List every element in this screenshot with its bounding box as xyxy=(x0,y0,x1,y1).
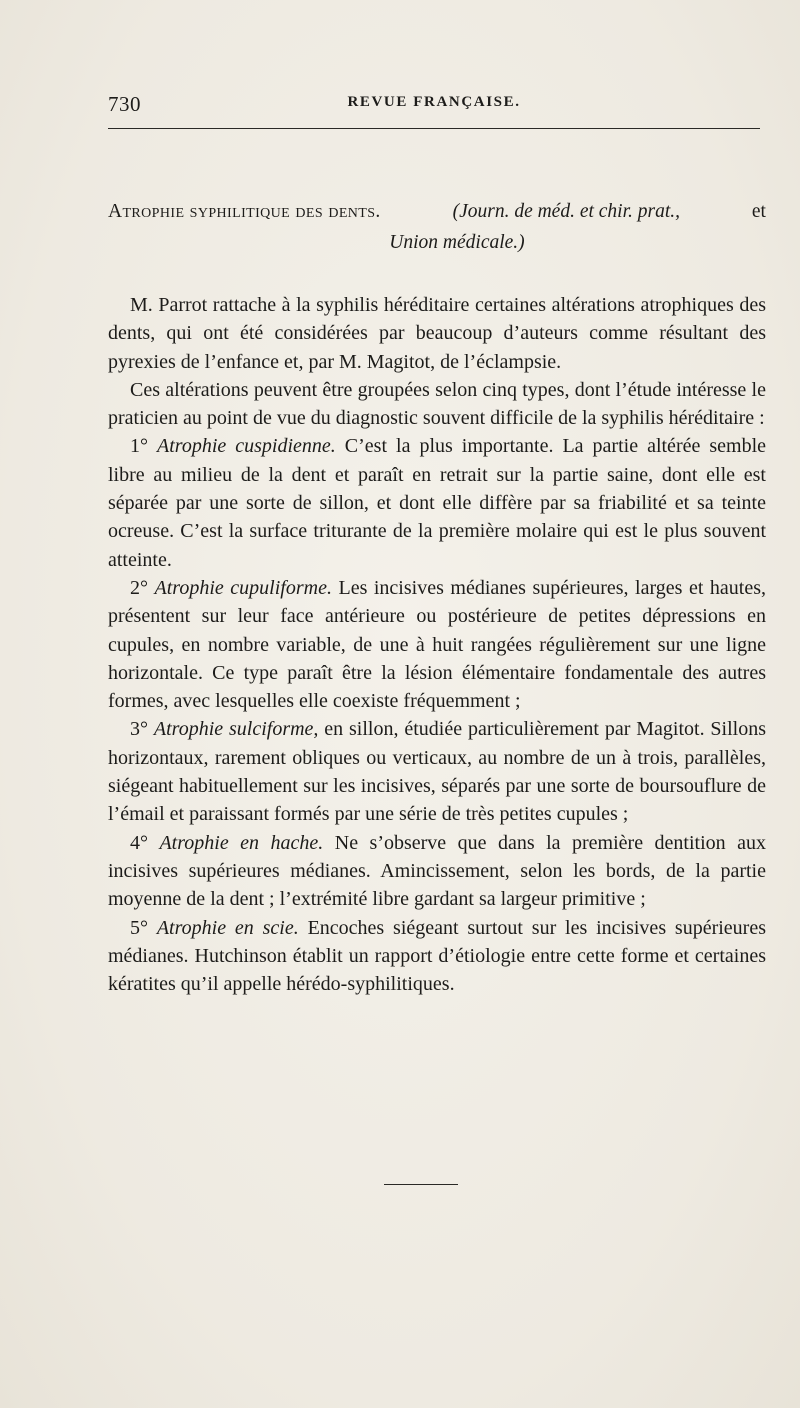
article-body xyxy=(108,291,766,998)
item-text: Les incisives médianes supérieures, larges et hautes, présentent sur leur face antérieure ou postérieure de petites dépressions en cupules, en nombre variable, de une à huit rangées régulièrement sur une ligne horizontale. Ce type paraît être la lésion élémentaire fondamentale des autres formes, avec lesquelles elle coexiste fréquemment ; xyxy=(108,576,766,713)
paragraph-text: M. Parrot rattache à la syphilis héréditaire certaines altérations atrophiques des dents, qui ont été considérées par beaucoup d’auteurs comme résultant des pyrexies de l’enfance et, par M. Magitot, de l’éclampsie. xyxy=(108,294,766,373)
article-heading xyxy=(108,196,766,258)
header-rule xyxy=(108,128,760,129)
item-text: en sillon, étudiée particulièrement par Magitot. Sillons horizontaux, rarement obliques ou verticaux, au nombre de un à trois, parallèles, siégeant habituellement sur les incisives, séparés par une sorte de boursouflure de l’émail et paraissant formés par une série de très petites cupules ; xyxy=(108,718,767,826)
closing-rule xyxy=(384,1184,458,1185)
paragraph-type-4 xyxy=(108,829,766,914)
article-title: Atrophie syphilitique des dents. xyxy=(108,201,381,222)
paragraph-text: Ces altérations peuvent être groupées selon cinq types, dont l’étude intéresse le praticien au point de vue du diagnostic souvent difficile de la syphilis héréditaire : xyxy=(108,378,766,430)
article-source-conj: et xyxy=(751,201,766,222)
item-number: 2° xyxy=(130,576,148,599)
paragraph-type-3 xyxy=(108,715,766,828)
item-number: 1° xyxy=(130,435,148,458)
heading-line-1 xyxy=(108,196,766,227)
item-lead: Atrophie cupuliforme. xyxy=(154,576,332,599)
item-number: 3° xyxy=(130,718,148,741)
article-source-2: Union médicale.) xyxy=(389,232,525,253)
item-text: Ne s’observe que dans la première dentition aux incisives supérieures médianes. Amincissement, selon les bords, de la partie moyenne de la dent ; l’extrémité libre gardant sa largeur primitive ; xyxy=(108,831,766,911)
item-text: Encoches siégeant surtout sur les incisives supérieures médianes. Hutchinson établit un rapport d’étiologie entre cette forme et certaines kératites qu’il appelle hérédo-syphilitiques. xyxy=(108,916,767,996)
running-title: REVUE FRANÇAISE. xyxy=(347,94,521,110)
item-lead: Atrophie en hache. xyxy=(159,831,324,854)
article-source: (Journ. de méd. et chir. prat., xyxy=(452,201,681,222)
paragraph-type-1 xyxy=(108,432,766,573)
item-text: C’est la plus importante. La partie altérée semble libre au milieu de la dent et paraît en retrait sur la partie saine, dont elle est séparée par une sorte de sillon, et dont elle diffère par sa friabilité et sa teinte ocreuse. C’est la surface triturante de la première molaire qui est le plus souvent atteinte. xyxy=(108,435,767,571)
item-lead: Atrophie cuspidienne. xyxy=(157,435,336,458)
item-number: 5° xyxy=(130,916,148,939)
paragraph-type-5 xyxy=(108,914,766,999)
paragraph-types xyxy=(108,376,766,433)
item-number: 4° xyxy=(130,831,148,854)
item-lead: Atrophie en scie. xyxy=(156,916,299,939)
item-lead: Atrophie sulciforme, xyxy=(153,718,319,741)
paragraph-intro xyxy=(108,291,766,376)
page-number: 730 xyxy=(108,92,141,116)
paragraph-type-2 xyxy=(108,574,766,715)
page-header xyxy=(108,92,760,122)
